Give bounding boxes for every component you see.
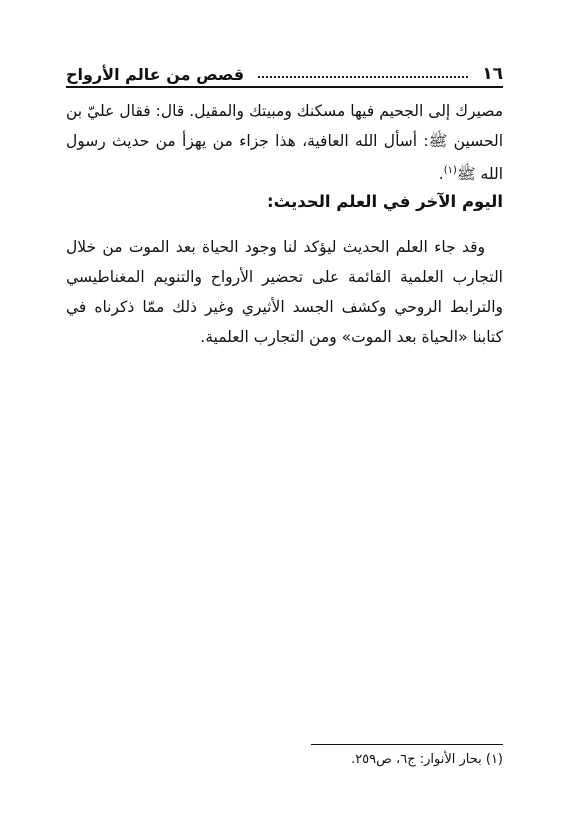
header-dot-leader — [258, 64, 468, 78]
page-number: ١٦ — [482, 64, 503, 84]
paragraph-1 — [66, 96, 503, 189]
paragraph-1-end: . — [438, 165, 444, 184]
paragraph-2-text: وقد جاء العلم الحديث ليؤكد لنا وجود الحياة بعد الموت من خلال التجارب العلمية القائمة على تحضير الأرواح والتنويم المغناطيسي والترابط الروحي وكشف الجسد الأثيري وغير ذلك ممّا ذكرناه في كتابنا «الحياة بعد الموت» ومن التجارب العلمية. — [66, 238, 503, 346]
header-rule — [66, 86, 503, 88]
footnote: (١) بحار الأنوار: ج٦، ص٢٥٩. — [351, 752, 503, 767]
footnote-rule — [311, 744, 503, 745]
footnote-reference[interactable]: (١) — [443, 165, 457, 176]
paragraph-1-text — [66, 96, 503, 189]
paragraph-1-body: مصيرك إلى الجحيم فيها مسكنك ومبيتك والمقيل. قال: فقال عليّ بن الحسين ﷺ: أسأل الله العافية، هذا جزاء من يهزأ من حديث رسول الله ﷺ — [66, 102, 503, 184]
book-title: قصص من عالم الأرواح — [66, 65, 245, 84]
section-heading: اليوم الآخر في العلم الحديث: — [267, 192, 503, 211]
paragraph-2 — [66, 232, 503, 352]
running-header — [66, 58, 503, 84]
